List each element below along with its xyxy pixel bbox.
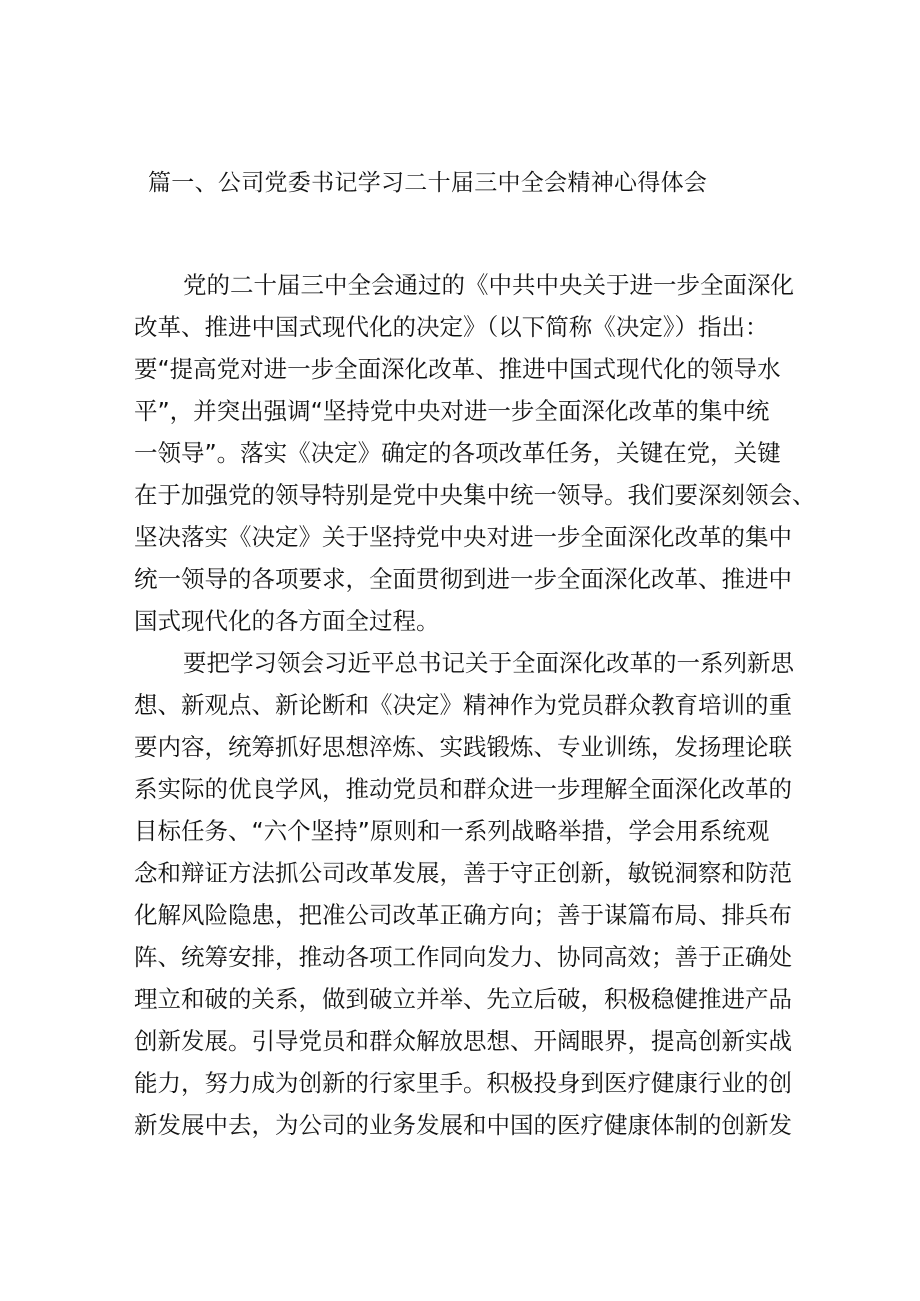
- paragraph-2-line-2: 想、新观点、新论断和《决定》精神作为党员群众教育培训的重: [134, 691, 792, 719]
- paragraph-2-line-9: 理立和破的关系，做到破立并举、先立后破，积极稳健推进产品: [134, 985, 792, 1013]
- document-title: 篇一、公司党委书记学习二十届三中全会精神心得体会: [148, 170, 708, 196]
- paragraph-2-line-4: 系实际的优良学风，推动党员和群众进一步理解全面深化改革的: [134, 775, 792, 803]
- paragraph-2-line-8: 阵、统筹安排，推动各项工作同向发力、协同高效；善于正确处: [134, 943, 792, 971]
- paragraph-2-line-5: 目标任务、“六个坚持”原则和一系列战略举措，学会用系统观: [134, 817, 770, 845]
- paragraph-1-line-4: 平”，并突出强调“坚持党中央对进一步全面深化改革的集中统: [134, 397, 770, 425]
- paragraph-2-line-11: 能力，努力成为创新的行家里手。积极投身到医疗健康行业的创: [134, 1069, 792, 1097]
- paragraph-2-line-6: 念和辩证方法抓公司改革发展，善于守正创新，敏锐洞察和防范: [134, 859, 792, 887]
- paragraph-2-line-3: 要内容，统筹抓好思想淬炼、实践锻炼、专业训练，发扬理论联: [134, 733, 792, 761]
- paragraph-1-line-7: 坚决落实《决定》关于坚持党中央对进一步全面深化改革的集中: [134, 523, 792, 551]
- paragraph-1-line-5: 一领导”。落实《决定》确定的各项改革任务，关键在党，关键: [134, 439, 781, 467]
- paragraph-1-line-9: 国式现代化的各方面全过程。: [134, 607, 440, 635]
- paragraph-1-line-2: 改革、推进中国式现代化的决定》（以下简称《决定》）指出：: [134, 313, 769, 341]
- paragraph-2-line-7: 化解风险隐患，把准公司改革正确方向；善于谋篇布局、排兵布: [134, 901, 792, 929]
- paragraph-2-line-1: 要把学习领会习近平总书记关于全面深化改革的一系列新思: [183, 649, 794, 677]
- paragraph-2-line-12: 新发展中去，为公司的业务发展和中国的医疗健康体制的创新发: [134, 1111, 792, 1139]
- paragraph-1-line-3: 要“提高党对进一步全面深化改革、推进中国式现代化的领导水: [134, 355, 781, 383]
- paragraph-2-line-10: 创新发展。引导党员和群众解放思想、开阔眼界，提高创新实战: [134, 1027, 792, 1055]
- paragraph-1-line-6: 在于加强党的领导特别是党中央集中统一领导。我们要深刻领会、: [134, 481, 816, 509]
- paragraph-1-line-8: 统一领导的各项要求，全面贯彻到进一步全面深化改革、推进中: [134, 565, 792, 593]
- paragraph-1-line-1: 党的二十届三中全会通过的《中共中央关于进一步全面深化: [183, 271, 794, 299]
